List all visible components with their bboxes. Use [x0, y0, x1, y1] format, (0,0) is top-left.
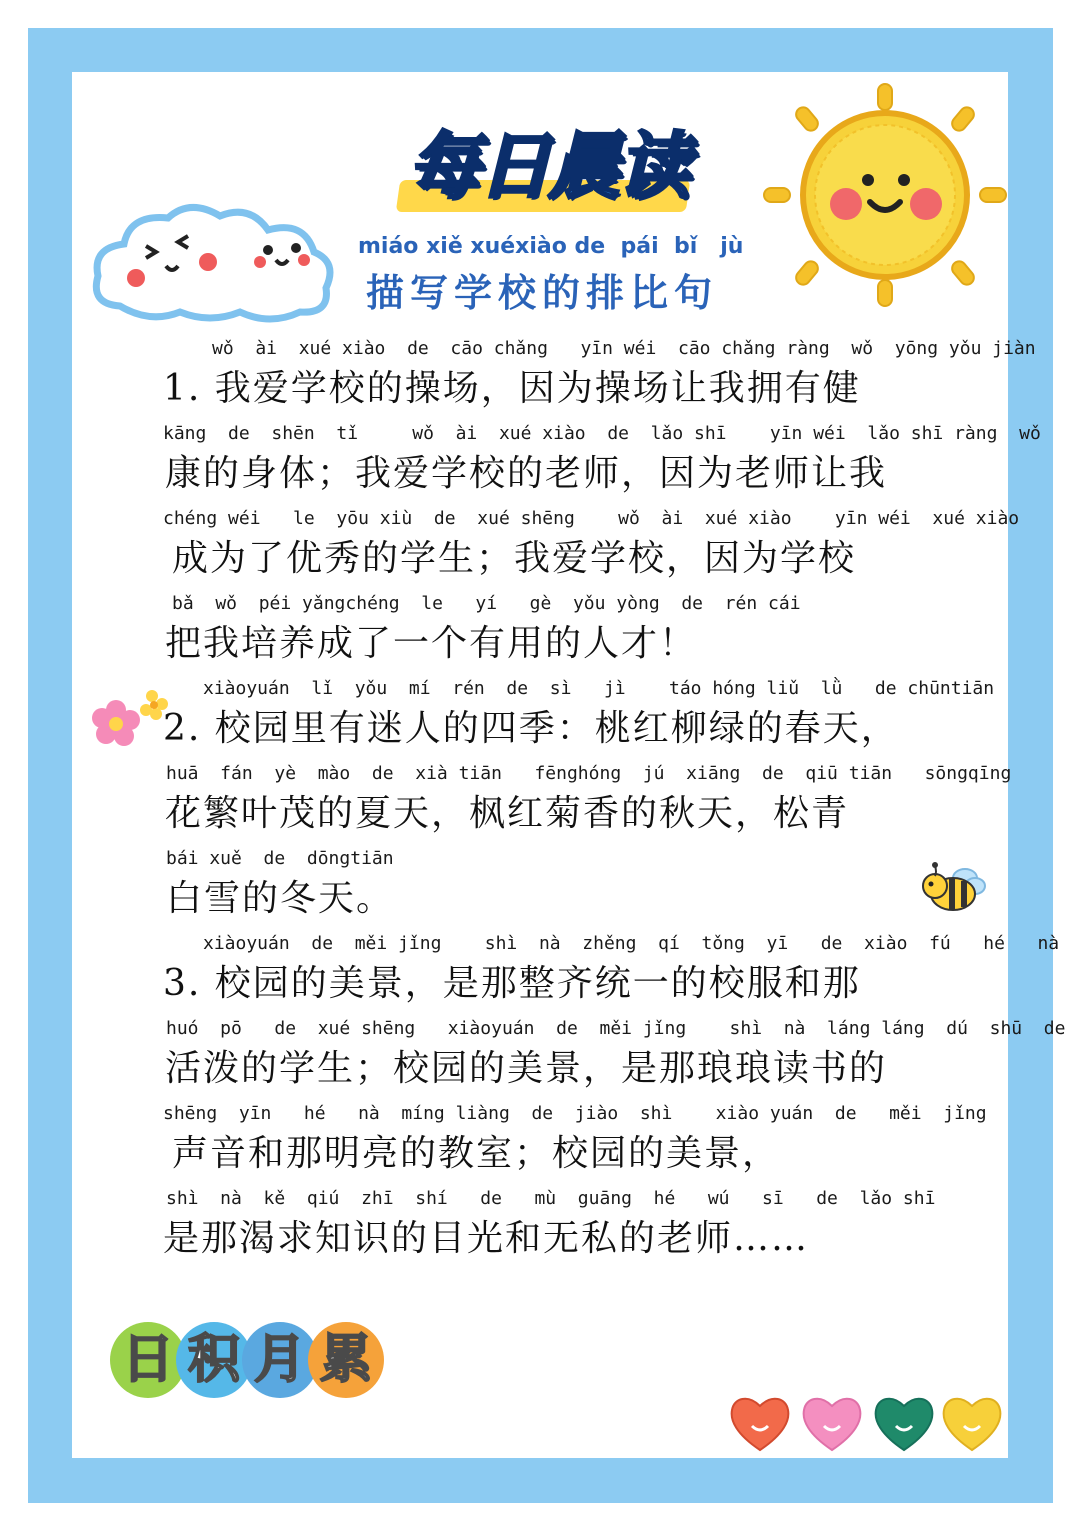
subtitle: 描写学校的排比句: [366, 270, 719, 315]
line-4-pinyin: bǎ wǒ péi yǎngchéng le yí gè yǒu yòng de rén cái: [172, 593, 801, 614]
line-11-text: 是那渴求知识的目光和无私的老师……: [163, 1218, 810, 1259]
bee-icon: [915, 858, 987, 914]
line-9-pinyin: huó pō de xué shēng xiàoyuán de měi jǐng shì nà láng láng dú shū de: [166, 1018, 1066, 1039]
line-8-pinyin: xiàoyuán de měi jǐng shì nà zhěng qí tǒng yī de xiào fú hé nà: [203, 933, 1060, 954]
title-block: [388, 118, 708, 218]
heart-icon: [732, 1399, 789, 1450]
badge-char-1: 日: [121, 1330, 174, 1390]
daily-accumulate-badge: [110, 1322, 380, 1402]
heart-icon: [876, 1399, 933, 1450]
heart-icon: [944, 1399, 1001, 1450]
line-11-pinyin: shì nà kě qiú zhī shí de mù guāng hé wú sī de lǎo shī: [166, 1188, 936, 1209]
line-3-text: 成为了优秀的学生；我爱学校，因为学校: [172, 538, 857, 579]
line-3-pinyin: chéng wéi le yōu xiù de xué shēng wǒ ài xué xiào yīn wéi xué xiào: [163, 508, 1020, 529]
subtitle-pinyin: miáo xiě xuéxiào de pái bǐ jù: [358, 234, 744, 259]
line-2-text: 康的身体；我爱学校的老师，因为老师让我: [165, 453, 888, 494]
line-10-pinyin: shēng yīn hé nà míng liàng de jiào shì xiào yuán de měi jǐng: [163, 1103, 987, 1124]
heart-icon: [804, 1399, 861, 1450]
line-7-pinyin: bái xuě de dōngtiān: [166, 848, 394, 869]
flower-icon: [92, 688, 172, 748]
badge-char-3: 月: [253, 1330, 306, 1390]
badge-char-4: 累: [319, 1330, 372, 1390]
line-9-text: 活泼的学生；校园的美景，是那琅琅读书的: [165, 1048, 888, 1089]
line-4-text: 把我培养成了一个有用的人才！: [165, 623, 698, 664]
line-7-text: 白雪的冬天。: [166, 878, 395, 919]
line-2-pinyin: kāng de shēn tǐ wǒ ài xué xiào de lǎo shī yīn wéi lǎo shī ràng wǒ: [163, 423, 1041, 444]
cloud-icon: [90, 196, 340, 326]
badge-char-2: 积: [187, 1330, 240, 1390]
line-5-pinyin: xiàoyuán lǐ yǒu mí rén de sì jì táo hóng liǔ lǜ de chūntiān: [203, 678, 995, 699]
line-6-text: 花繁叶茂的夏天，枫红菊香的秋天，松青: [165, 793, 850, 834]
line-6-pinyin: huā fán yè mào de xià tiān fēnghóng jú xiāng de qiū tiān sōngqīng: [166, 763, 1012, 784]
hearts-decoration: [726, 1388, 1006, 1458]
line-5-text: 2. 校园里有迷人的四季：桃红柳绿的春天，: [163, 708, 899, 749]
line-1-pinyin: wǒ ài xué xiào de cāo chǎng yīn wéi cāo chǎng ràng wǒ yōng yǒu jiàn: [212, 338, 1036, 359]
page-title: 每日晨读: [407, 124, 688, 208]
line-10-text: 声音和那明亮的教室；校园的美景，: [172, 1133, 781, 1174]
line-1-text: 1. 我爱学校的操场，因为操场让我拥有健: [163, 368, 861, 409]
sun-icon: [760, 80, 1010, 310]
line-8-text: 3. 校园的美景，是那整齐统一的校服和那: [163, 963, 861, 1004]
